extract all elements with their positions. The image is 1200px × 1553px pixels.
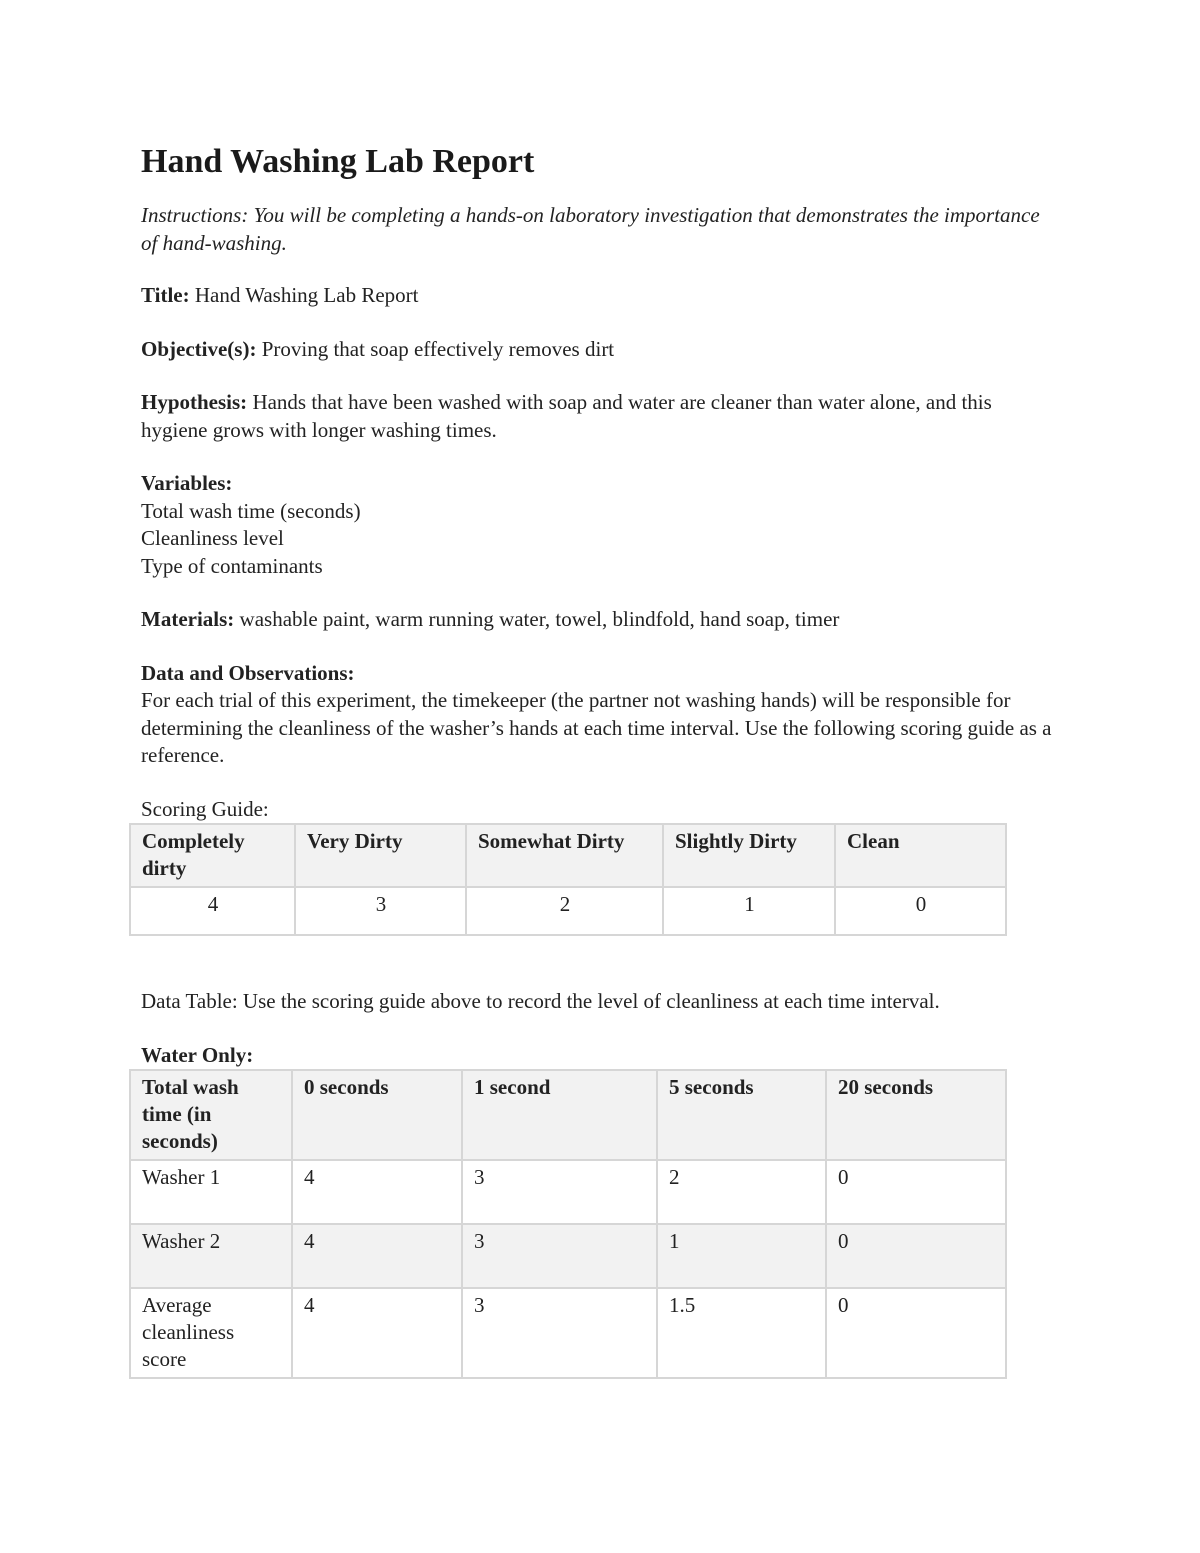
materials-field (141, 606, 1061, 634)
materials-value: washable paint, warm running water, towel, blindfold, hand soap, timer (239, 607, 840, 631)
score-cell: 3 (462, 1288, 657, 1378)
scoring-value-row (130, 887, 1006, 935)
scoring-header-cell: Very Dirty (295, 824, 466, 887)
score-cell: 3 (462, 1160, 657, 1224)
data-header-cell: 5 seconds (657, 1070, 826, 1160)
scoring-guide-table (129, 823, 1007, 936)
scoring-header-cell: Clean (835, 824, 1006, 887)
data-header-row (130, 1070, 1006, 1160)
instructions-text: Instructions: You will be completing a hands-on laboratory investigation that demonstrates the importance of hand-washing. (141, 203, 1040, 255)
table-row (130, 1224, 1006, 1288)
variable-item: Cleanliness level (141, 526, 284, 550)
objective-label: Objective(s): (141, 336, 257, 361)
scoring-value-cell: 4 (130, 887, 295, 935)
row-label-cell: Washer 2 (130, 1224, 292, 1288)
title-label: Title: (141, 283, 190, 307)
variables-section (141, 470, 1061, 580)
variable-item: Type of contaminants (141, 553, 323, 578)
water-only-label: Water Only: (141, 1042, 254, 1067)
score-cell: 4 (292, 1160, 462, 1224)
scoring-value-cell: 2 (466, 887, 663, 935)
scoring-header-cell: Somewhat Dirty (466, 824, 663, 887)
data-table-caption: Data Table: Use the scoring guide above to record the level of cleanliness at each time interval. (141, 989, 940, 1013)
table-row (130, 1160, 1006, 1224)
hypothesis-value: Hands that have been washed with soap and water are cleaner than water alone, and this hygiene grows with longer washing times. (141, 390, 992, 442)
scoring-header-row (130, 824, 1006, 887)
scoring-value-cell: 1 (663, 887, 835, 935)
variable-item: Total wash time (seconds) (141, 498, 361, 523)
objective-field (141, 336, 1061, 364)
water-only-data-table (129, 1069, 1007, 1379)
title-value: Hand Washing Lab Report (194, 283, 419, 307)
score-cell: 4 (292, 1224, 462, 1288)
page-title: Hand Washing Lab Report (141, 143, 535, 180)
data-header-cell: Total wash time (in seconds) (130, 1070, 292, 1160)
score-cell: 1.5 (657, 1288, 826, 1378)
materials-label: Materials: (141, 607, 235, 631)
title-field (141, 282, 1061, 310)
objective-value: Proving that soap effectively removes dirt (261, 336, 615, 361)
scoring-value-cell: 3 (295, 887, 466, 935)
data-header-cell: 1 second (462, 1070, 657, 1160)
scoring-header-cell: Slightly Dirty (663, 824, 835, 887)
row-label-cell: Washer 1 (130, 1160, 292, 1224)
scoring-value-cell: 0 (835, 887, 1006, 935)
table-row (130, 1288, 1006, 1378)
document-page (141, 140, 1061, 1379)
score-cell: 0 (826, 1288, 1006, 1378)
row-label-cell: Average cleanliness score (130, 1288, 292, 1378)
score-cell: 4 (292, 1288, 462, 1378)
data-observations-text: For each trial of this experiment, the timekeeper (the partner not washing hands) will be responsible for determining the cleanliness of the washer’s hands at each time interval. Use the following scoring guide as a reference. (141, 688, 1052, 767)
scoring-guide-caption: Scoring Guide: (141, 796, 269, 821)
scoring-header-cell: Completely dirty (130, 824, 295, 887)
score-cell: 0 (826, 1224, 1006, 1288)
score-cell: 1 (657, 1224, 826, 1288)
data-header-cell: 0 seconds (292, 1070, 462, 1160)
variables-label: Variables: (141, 471, 233, 495)
hypothesis-label: Hypothesis: (141, 390, 248, 414)
data-observations-section (141, 660, 1061, 770)
data-observations-heading: Data and Observations: (141, 660, 355, 685)
score-cell: 0 (826, 1160, 1006, 1224)
score-cell: 2 (657, 1160, 826, 1224)
score-cell: 3 (462, 1224, 657, 1288)
hypothesis-field (141, 389, 1061, 444)
data-header-cell: 20 seconds (826, 1070, 1006, 1160)
